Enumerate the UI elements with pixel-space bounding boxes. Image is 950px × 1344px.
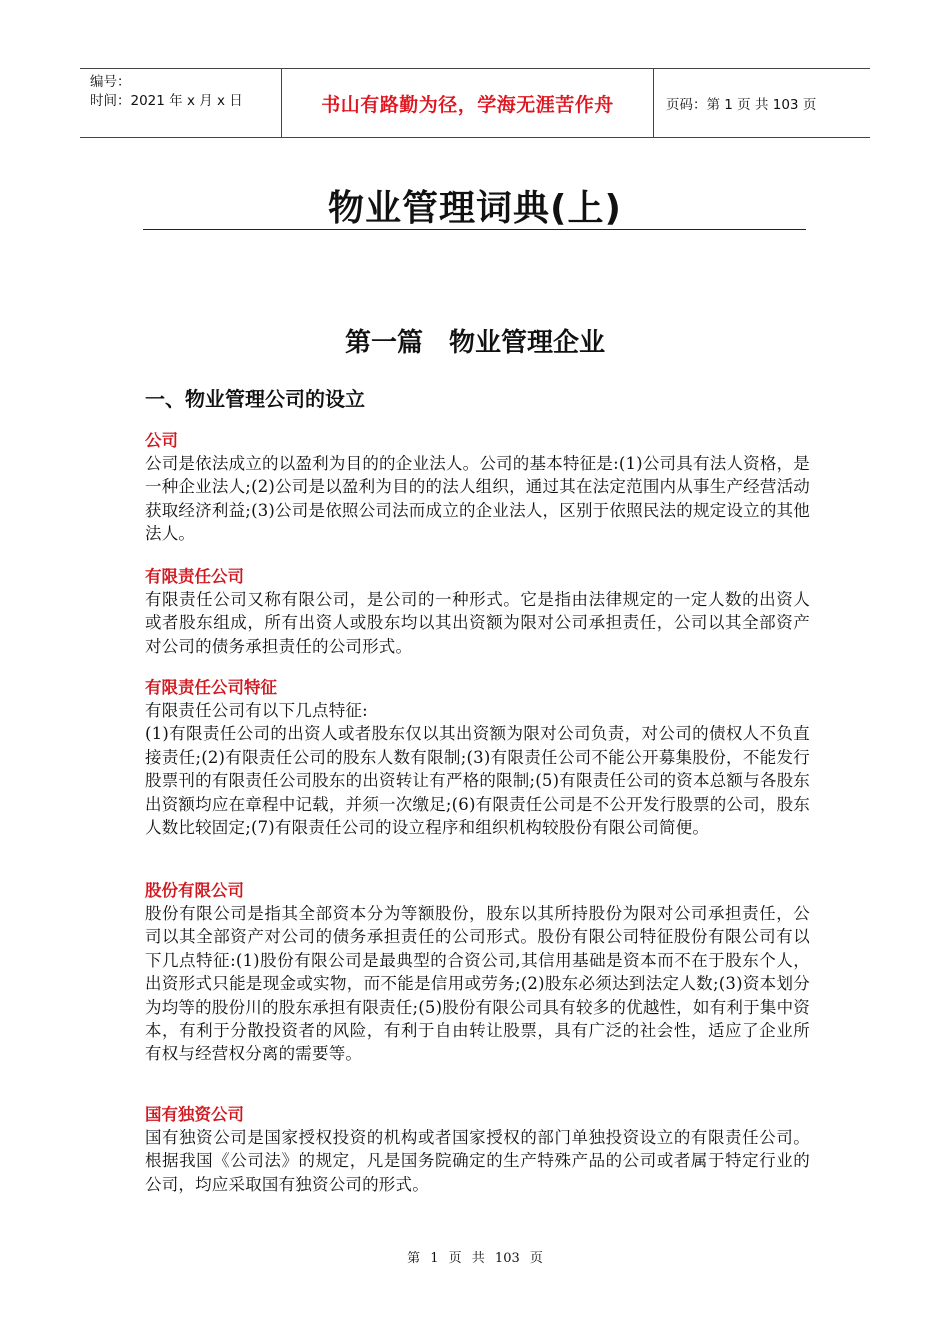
document-title: 物业管理词典(上)	[328, 188, 622, 229]
entry-definition: 股份有限公司是指其全部资本分为等额股份，股东以其所持股份为限对公司承担责任，公司以其全部资产对公司的债务承担责任的公司形式。股份有限公司特征股份有限公司有以下几点特征:(1)股份有限公司是最典型的合资公司,其信用基础是资本而不在于股东个人，出资形式只能是现金或实物，而不能是信用或劳务;(2)股东必须达到法定人数;(3)资本划分为均等的股份川的股东承担有限责任;(5)股份有限公司具有较多的优越性，如有利于集中资本，有利于分散投资者的风险，有利于自由转让股票，具有广泛的社会性，适应了企业所有权与经营权分离的需要等。	[145, 904, 810, 1064]
entry-definition: (1)有限责任公司的出资人或者股东仅以其出资额为限对公司负责，对公司的债权人不负直接责任;(2)有限责任公司的股东人数有限制;(3)有限责任公司不能公开募集股份，不能发行股票刊的有限责任公司股东的出资转让有严格的限制;(5)有限责任公司的资本总额与各股东出资额均应在章程中记载，并须一次缴足;(6)有限责任公司是不公开发行股票的公司，股东人数比较固定;(7)有限责任公司的设立程序和组织机构较股份有限公司简便。	[145, 724, 810, 838]
part-title: 第一篇 物业管理企业	[344, 328, 605, 358]
entry-state-owned-company	[145, 1104, 810, 1196]
entry-term: 公司	[145, 431, 178, 450]
section-title: 一、物业管理公司的设立	[145, 387, 365, 411]
entry-company	[145, 430, 810, 546]
entry-limited-company-features	[145, 677, 810, 839]
header-page-cell	[654, 69, 870, 137]
header-motto-cell	[282, 69, 654, 137]
header-table	[80, 68, 870, 138]
document-number-label: 编号：	[90, 74, 131, 90]
title-underline	[143, 229, 806, 230]
entry-limited-company	[145, 566, 810, 658]
entry-term: 国有独资公司	[145, 1105, 244, 1124]
entry-term: 股份有限公司	[145, 881, 244, 900]
entry-definition: 国有独资公司是国家授权投资的机构或者国家授权的部门单独投资设立的有限责任公司。根据我国《公司法》的规定，凡是国务院确定的生产特殊产品的公司或者属于特定行业的公司，均应采取国有独资公司的形式。	[145, 1128, 810, 1194]
document-time-label: 时间：2021 年 x 月 x 日	[90, 93, 243, 109]
header-motto: 书山有路勤为径，学海无涯苦作舟	[321, 93, 614, 116]
header-meta-cell	[80, 69, 282, 137]
entry-term: 有限责任公司	[145, 567, 244, 586]
entry-definition-intro: 有限责任公司有以下几点特征:	[145, 701, 368, 720]
entry-definition: 公司是依法成立的以盈利为目的的企业法人。公司的基本特征是:(1)公司具有法人资格，是一种企业法人;(2)公司是以盈利为目的的法人组织，通过其在法定范围内从事生产经营活动获取经济利益;(3)公司是依照公司法而成立的企业法人，区别于依照民法的规定设立的其他法人。	[145, 454, 810, 544]
entry-term: 有限责任公司特征	[145, 678, 277, 697]
header-page-info: 页码：第 1 页 共 103 页	[666, 97, 817, 113]
page-footer: 第 1 页 共 103 页	[407, 1251, 543, 1266]
entry-joint-stock-company	[145, 880, 810, 1066]
entry-definition: 有限责任公司又称有限公司，是公司的一种形式。它是指由法律规定的一定人数的出资人或者股东组成，所有出资人或股东均以其出资额为限对公司承担责任，公司以其全部资产对公司的债务承担责任的公司形式。	[145, 590, 810, 656]
